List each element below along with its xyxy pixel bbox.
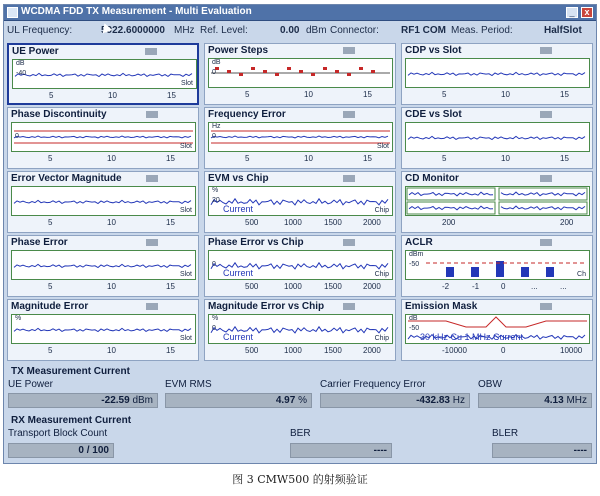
power-step-mark — [371, 70, 375, 73]
phase-error-trace — [14, 264, 191, 267]
error-vector-magnitude-plot-svg — [12, 187, 195, 215]
emission-mask-x-tick: 0 — [501, 346, 506, 355]
magnitude-error-vs-chip-panel[interactable] — [204, 299, 396, 361]
cdp-vs-slot-trace — [408, 72, 585, 75]
power-step-mark — [311, 73, 315, 76]
phase-discontinuity-title: Phase Discontinuity — [11, 109, 107, 120]
power-steps-plot-svg — [209, 59, 392, 87]
aclr-x-tick: -2 — [442, 282, 450, 291]
cd-monitor-x-tick: 200 — [442, 218, 456, 227]
phase-error-plot — [11, 250, 196, 280]
ul-frequency-label: UL Frequency: — [7, 25, 73, 36]
cdp-vs-slot-x-ticks — [402, 90, 592, 102]
magnitude-error-vs-chip-title: Magnitude Error vs Chip — [208, 301, 325, 312]
connector-value[interactable]: RF1 COM — [401, 25, 446, 36]
error-vector-magnitude-expand-button[interactable] — [146, 175, 158, 182]
ber-label: BER — [290, 428, 311, 439]
magnitude-error-x-unit: Slot — [179, 335, 192, 342]
ue-power-x-tick: 10 — [108, 91, 117, 100]
cdp-vs-slot-x-tick: 10 — [501, 90, 510, 99]
frequency-error-x-tick: 10 — [304, 154, 313, 163]
obw-label: OBW — [478, 379, 502, 390]
power-step-mark — [359, 67, 363, 70]
error-vector-magnitude-panel[interactable] — [7, 171, 199, 233]
error-vector-magnitude-title: Error Vector Magnitude — [11, 173, 122, 184]
aclr-plot-svg — [406, 251, 589, 279]
ue-power-unit: dBm — [132, 395, 153, 406]
magnitude-error-plot-svg — [12, 315, 195, 343]
cdp-vs-slot-x-tick: 15 — [560, 90, 569, 99]
phase-error-vs-chip-x-tick: 1000 — [284, 282, 302, 291]
cdp-vs-slot-x-tick: 5 — [442, 90, 447, 99]
emission-mask-y-value: -50 — [409, 325, 420, 332]
rx-section-title: RX Measurement Current — [11, 415, 132, 426]
ber-number: ---- — [373, 445, 387, 456]
evm-rms-number: 4.97 — [275, 395, 296, 406]
phase-error-vs-chip-plot — [208, 250, 393, 280]
aclr-bar — [471, 267, 479, 277]
frequency-error-trace — [211, 136, 388, 138]
evm-vs-chip-trace-label: Current — [223, 204, 254, 214]
magnitude-error-title: Magnitude Error — [11, 301, 89, 312]
cdp-vs-slot-plot — [405, 58, 590, 88]
cd-monitor-plot — [405, 186, 590, 216]
emission-mask-x-ticks — [402, 346, 592, 358]
emission-mask-limit — [408, 317, 587, 327]
magnitude-error-expand-button[interactable] — [146, 303, 158, 310]
evm-vs-chip-x-tick: 1500 — [324, 218, 342, 227]
evm-vs-chip-x-tick: 500 — [245, 218, 259, 227]
cdp-vs-slot-expand-button[interactable] — [540, 47, 552, 54]
transport-block-count-number: 0 / 100 — [78, 445, 109, 456]
power-step-mark — [263, 70, 267, 73]
ue-power-number: -22.59 — [101, 395, 130, 406]
phase-discontinuity-x-tick: 15 — [166, 154, 175, 163]
error-vector-magnitude-x-tick: 15 — [166, 218, 175, 227]
phase-discontinuity-y-value: 0 — [15, 133, 19, 140]
magnitude-error-x-tick: 5 — [48, 346, 53, 355]
aclr-x-tick: ... — [531, 282, 538, 291]
power-steps-x-tick: 10 — [304, 90, 313, 99]
aclr-y-unit: dBm — [409, 251, 424, 258]
power-step-mark — [275, 73, 279, 76]
phase-discontinuity-x-tick: 5 — [48, 154, 53, 163]
emission-mask-y-unit: dB — [409, 315, 418, 322]
aclr-x-tick: 0 — [501, 282, 506, 291]
evm-vs-chip-plot — [208, 186, 393, 216]
magnitude-error-vs-chip-plot — [208, 314, 393, 344]
figure-caption: 图 3 CMW500 的射频验证 — [232, 473, 368, 486]
ref-level-value[interactable]: 0.00 — [280, 25, 300, 36]
ue-power-panel[interactable] — [7, 43, 199, 105]
tx-section-title: TX Measurement Current — [11, 366, 130, 377]
power-steps-y-unit: dB — [212, 59, 221, 66]
aclr-x-ticks — [402, 282, 592, 294]
aclr-x-unit: Ch — [577, 271, 586, 278]
evm-vs-chip-panel[interactable] — [204, 171, 396, 233]
application-window — [3, 4, 597, 464]
ue-power-value — [8, 393, 158, 408]
error-vector-magnitude-trace — [14, 200, 191, 203]
ue-power-plot-svg — [13, 60, 196, 88]
phase-discontinuity-expand-button[interactable] — [146, 111, 158, 118]
bler-number: ---- — [573, 445, 587, 456]
magnitude-error-vs-chip-y-unit: % — [212, 315, 219, 322]
phase-error-x-tick: 5 — [48, 282, 53, 291]
phase-error-vs-chip-title: Phase Error vs Chip — [208, 237, 304, 248]
evm-rms-unit: % — [298, 395, 307, 406]
bler-label: BLER — [492, 428, 519, 439]
frequency-error-x-tick: 5 — [245, 154, 250, 163]
power-step-mark — [335, 70, 339, 73]
evm-vs-chip-y-unit: % — [212, 187, 219, 194]
evm-rms-label: EVM RMS — [165, 379, 212, 390]
ue-power-title: UE Power — [12, 46, 59, 57]
meas-period-label: Meas. Period: — [451, 25, 513, 36]
aclr-x-tick: ... — [560, 282, 567, 291]
phase-error-panel[interactable] — [7, 235, 199, 297]
power-step-mark — [323, 67, 327, 70]
ul-frequency-value[interactable]: 5922.6000000 — [101, 25, 165, 36]
evm-vs-chip-x-unit: Chip — [374, 207, 389, 214]
magnitude-error-vs-chip-x-tick: 1000 — [284, 346, 302, 355]
emission-mask-title: Emission Mask — [405, 301, 478, 312]
phase-error-vs-chip-x-tick: 2000 — [363, 282, 381, 291]
frequency-error-y-unit: Hz — [212, 123, 221, 130]
minimize-button[interactable]: _ — [566, 7, 578, 18]
phase-error-vs-chip-y-value: 0 — [212, 261, 216, 268]
aclr-bar — [446, 267, 454, 277]
emission-mask-x-tick: 10000 — [560, 346, 583, 355]
cde-vs-slot-title: CDE vs Slot — [405, 109, 462, 120]
power-step-mark — [227, 70, 231, 73]
ref-level-unit: dBm — [306, 25, 327, 36]
cde-vs-slot-trace — [408, 136, 585, 139]
aclr-title: ACLR — [405, 237, 433, 248]
magnitude-error-x-ticks — [8, 346, 198, 358]
cd-monitor-plot-svg — [406, 187, 589, 215]
error-vector-magnitude-x-ticks — [8, 218, 198, 230]
phase-error-vs-chip-panel[interactable] — [204, 235, 396, 297]
magnitude-error-vs-chip-x-tick: 500 — [245, 346, 259, 355]
magnitude-error-panel[interactable] — [7, 299, 199, 361]
magnitude-error-vs-chip-x-tick: 1500 — [324, 346, 342, 355]
cde-vs-slot-x-tick: 10 — [501, 154, 510, 163]
cde-vs-slot-expand-button[interactable] — [540, 111, 552, 118]
frequency-error-y-value: 0 — [212, 133, 216, 140]
cd-monitor-panel[interactable] — [401, 171, 593, 233]
error-vector-magnitude-x-unit: Slot — [179, 207, 192, 214]
magnitude-error-x-tick: 15 — [166, 346, 175, 355]
obw-unit: MHz — [566, 395, 587, 406]
magnitude-error-y-unit: % — [15, 315, 22, 322]
ue-power-label: UE Power — [8, 379, 54, 390]
carrier-freq-error-number: -432.83 — [416, 395, 450, 406]
ue-power-x-unit: Slot — [180, 80, 193, 87]
window-title: WCDMA FDD TX Measurement - Multi Evaluation — [21, 6, 252, 17]
cde-vs-slot-plot — [405, 122, 590, 152]
power-steps-x-ticks — [205, 90, 395, 102]
error-vector-magnitude-x-tick: 5 — [48, 218, 53, 227]
magnitude-error-trace — [14, 328, 191, 331]
frequency-error-x-unit: Slot — [376, 143, 389, 150]
emission-mask-expand-button[interactable] — [540, 303, 552, 310]
aclr-bar — [521, 267, 529, 277]
magnitude-error-vs-chip-y-value: 0 — [212, 325, 216, 332]
phase-discontinuity-trace — [14, 136, 191, 138]
power-steps-expand-button[interactable] — [343, 47, 355, 54]
emission-mask-x-tick: -10000 — [442, 346, 467, 355]
phase-error-x-ticks — [8, 282, 198, 294]
ue-power-trace — [15, 73, 192, 76]
power-steps-title: Power Steps — [208, 45, 269, 56]
power-step-mark — [239, 73, 243, 76]
phase-error-x-tick: 15 — [166, 282, 175, 291]
aclr-panel[interactable] — [401, 235, 593, 297]
frequency-error-expand-button[interactable] — [343, 111, 355, 118]
power-step-mark — [251, 67, 255, 70]
carrier-freq-error-unit: Hz — [452, 395, 465, 406]
settings-bar — [4, 22, 596, 40]
ref-level-label: Ref. Level: — [200, 25, 248, 36]
magnitude-error-vs-chip-x-unit: Chip — [374, 335, 389, 342]
evm-vs-chip-y-value: 20 — [212, 197, 220, 204]
magnitude-error-vs-chip-x-ticks — [205, 346, 395, 358]
evm-vs-chip-x-tick: 1000 — [284, 218, 302, 227]
phase-discontinuity-panel[interactable] — [7, 107, 199, 169]
cd-monitor-x-tick: 200 — [560, 218, 574, 227]
cd-monitor-title: CD Monitor — [405, 173, 459, 184]
phase-error-vs-chip-x-tick: 500 — [245, 282, 259, 291]
obw-value — [478, 393, 592, 408]
power-steps-y-value: 0 — [212, 69, 216, 76]
ue-power-expand-button[interactable] — [145, 48, 157, 55]
aclr-expand-button[interactable] — [540, 239, 552, 246]
phase-discontinuity-x-ticks — [8, 154, 198, 166]
frequency-error-title: Frequency Error — [208, 109, 286, 120]
ul-frequency-unit: MHz — [174, 25, 195, 36]
aclr-x-tick: -1 — [472, 282, 480, 291]
error-vector-magnitude-x-tick: 10 — [107, 218, 116, 227]
frequency-error-x-ticks — [205, 154, 395, 166]
ue-power-y-value: -40 — [16, 70, 27, 77]
phase-error-expand-button[interactable] — [146, 239, 158, 246]
phase-error-plot-svg — [12, 251, 195, 279]
aclr-bar — [546, 267, 554, 277]
evm-vs-chip-x-tick: 2000 — [363, 218, 381, 227]
phase-error-vs-chip-x-unit: Chip — [374, 271, 389, 278]
cde-vs-slot-x-tick: 15 — [560, 154, 569, 163]
phase-error-x-tick: 10 — [107, 282, 116, 291]
cde-vs-slot-x-ticks — [402, 154, 592, 166]
cdp-vs-slot-plot-svg — [406, 59, 589, 87]
bler-value — [492, 443, 592, 458]
magnitude-error-vs-chip-expand-button[interactable] — [343, 303, 355, 310]
carrier-freq-error-label: Carrier Frequency Error — [320, 379, 426, 390]
cdp-vs-slot-panel[interactable] — [401, 43, 593, 105]
evm-vs-chip-expand-button[interactable] — [343, 175, 355, 182]
ue-power-x-tick: 15 — [167, 91, 176, 100]
phase-error-vs-chip-x-ticks — [205, 282, 395, 294]
phase-error-title: Phase Error — [11, 237, 68, 248]
magnitude-error-vs-chip-x-tick: 2000 — [363, 346, 381, 355]
ber-value — [290, 443, 392, 458]
transport-block-count-label: Transport Block Count — [8, 428, 108, 439]
evm-vs-chip-x-ticks — [205, 218, 395, 230]
phase-error-x-unit: Slot — [179, 271, 192, 278]
obw-number: 4.13 — [544, 395, 564, 406]
cde-vs-slot-panel[interactable] — [401, 107, 593, 169]
frequency-error-x-tick: 15 — [363, 154, 372, 163]
power-step-mark — [287, 67, 291, 70]
frequency-error-plot — [208, 122, 393, 152]
magnitude-error-plot — [11, 314, 196, 344]
power-steps-x-tick: 5 — [245, 90, 250, 99]
power-step-mark — [347, 73, 351, 76]
close-button[interactable]: x — [581, 7, 593, 18]
cde-vs-slot-x-tick: 5 — [442, 154, 447, 163]
title-bar — [4, 5, 596, 21]
emission-mask-panel[interactable] — [401, 299, 593, 361]
evm-vs-chip-title: EVM vs Chip — [208, 173, 269, 184]
meas-period-value[interactable]: HalfSlot — [544, 25, 582, 36]
frequency-error-panel[interactable] — [204, 107, 396, 169]
aclr-y-value: -50 — [409, 261, 420, 268]
error-vector-magnitude-plot — [11, 186, 196, 216]
phase-discontinuity-x-tick: 10 — [107, 154, 116, 163]
ue-power-x-tick: 5 — [49, 91, 54, 100]
phase-discontinuity-plot — [11, 122, 196, 152]
power-steps-plot — [208, 58, 393, 88]
aclr-plot — [405, 250, 590, 280]
phase-discontinuity-x-unit: Slot — [179, 143, 192, 150]
emission-mask-trace-label: 30 kHz Cu 1 MHz Current — [420, 332, 524, 342]
magnitude-error-vs-chip-trace-label: Current — [223, 332, 254, 342]
ue-power-plot — [12, 59, 197, 89]
power-step-mark — [299, 70, 303, 73]
cd-monitor-x-ticks — [402, 218, 592, 230]
phase-error-vs-chip-x-tick: 1500 — [324, 282, 342, 291]
evm-rms-value — [165, 393, 312, 408]
cdp-vs-slot-title: CDP vs Slot — [405, 45, 462, 56]
power-steps-panel[interactable] — [204, 43, 396, 105]
phase-error-vs-chip-expand-button[interactable] — [343, 239, 355, 246]
app-icon — [7, 7, 18, 18]
transport-block-count-value — [8, 443, 114, 458]
emission-mask-plot — [405, 314, 590, 344]
power-steps-x-tick: 15 — [363, 90, 372, 99]
carrier-freq-error-value — [320, 393, 470, 408]
magnitude-error-x-tick: 10 — [107, 346, 116, 355]
ue-power-y-unit: dB — [16, 60, 25, 67]
cde-vs-slot-plot-svg — [406, 123, 589, 151]
ue-power-x-ticks — [9, 91, 199, 103]
cd-monitor-expand-button[interactable] — [540, 175, 552, 182]
phase-error-vs-chip-trace-label: Current — [223, 268, 254, 278]
phase-discontinuity-plot-svg — [12, 123, 195, 151]
frequency-error-plot-svg — [209, 123, 392, 151]
connector-label: Connector: — [330, 25, 379, 36]
